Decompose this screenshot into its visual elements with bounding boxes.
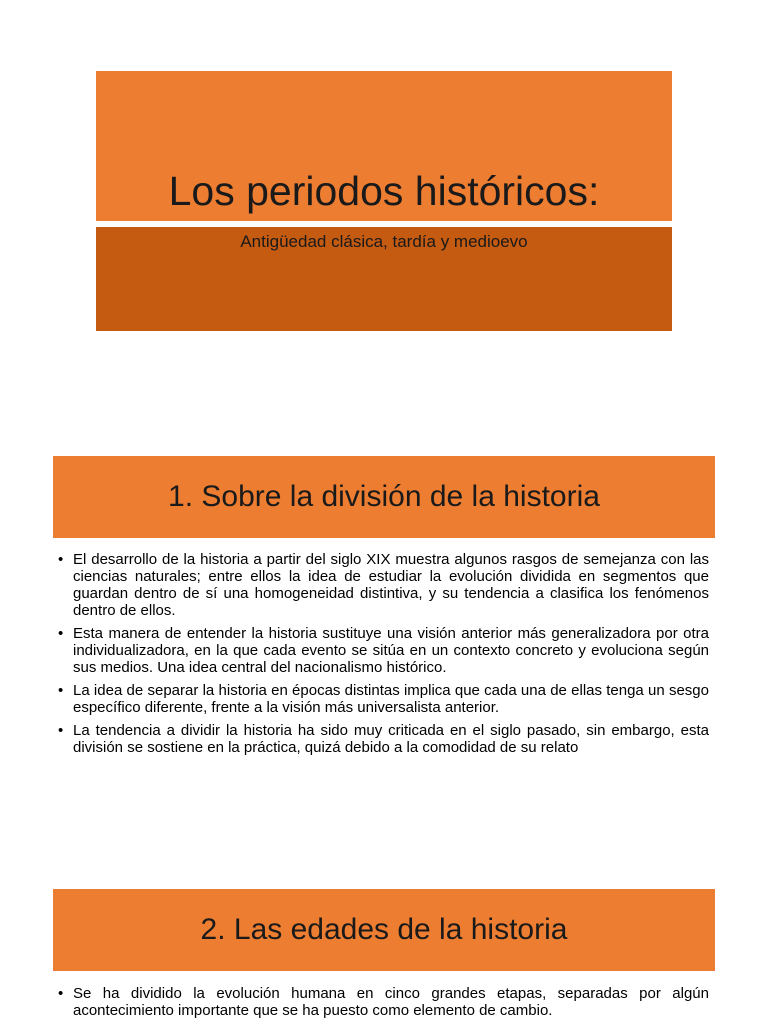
section-2-bullet-list xyxy=(58,985,709,1025)
bullet-item xyxy=(58,985,709,1019)
bullet-icon: • xyxy=(58,551,64,568)
main-title: Los periodos históricos: xyxy=(168,168,600,214)
bullet-item xyxy=(58,722,709,756)
bullet-text: La idea de separar la historia en épocas distintas implica que cada una de ellas tenga un sesgo específico diferente, frente a la visión más universalista anterior. xyxy=(73,682,709,716)
subtitle: Antigüedad clásica, tardía y medioevo xyxy=(240,232,528,251)
bullet-icon: • xyxy=(58,985,64,1002)
section-2-heading: 2. Las edades de la historia xyxy=(53,889,715,971)
bullet-icon: • xyxy=(58,722,64,739)
bullet-text: Esta manera de entender la historia sustituye una visión anterior más generalizadora por otra individualizadora, en la que cada evento se sitúa en un contexto concreto y evoluciona según sus medios. Una idea central del nacionalismo histórico. xyxy=(73,625,709,676)
section-1-bullet-list xyxy=(58,551,709,762)
bullet-item xyxy=(58,625,709,676)
bullet-item xyxy=(58,551,709,619)
title-slide xyxy=(96,71,672,331)
section-1-heading: 1. Sobre la división de la historia xyxy=(53,456,715,538)
bullet-text: El desarrollo de la historia a partir del siglo XIX muestra algunos rasgos de semejanza con las ciencias naturales; entre ellos la idea de estudiar la evolución dividida en segmentos que guardan dentro de sí una homogeneidad distintiva, y su tendencia a clasifica los fenómenos dentro de ellos. xyxy=(73,551,709,619)
bullet-item xyxy=(58,682,709,716)
bullet-text: La tendencia a dividir la historia ha sido muy criticada en el siglo pasado, sin embargo, esta división se sostiene en la práctica, quizá debido a la comodidad de su relato xyxy=(73,722,709,756)
bullet-text: Se ha dividido la evolución humana en cinco grandes etapas, separadas por algún acontecimiento importante que se ha puesto como elemento de cambio. xyxy=(73,985,709,1019)
bullet-icon: • xyxy=(58,625,64,642)
bullet-icon: • xyxy=(58,682,64,699)
